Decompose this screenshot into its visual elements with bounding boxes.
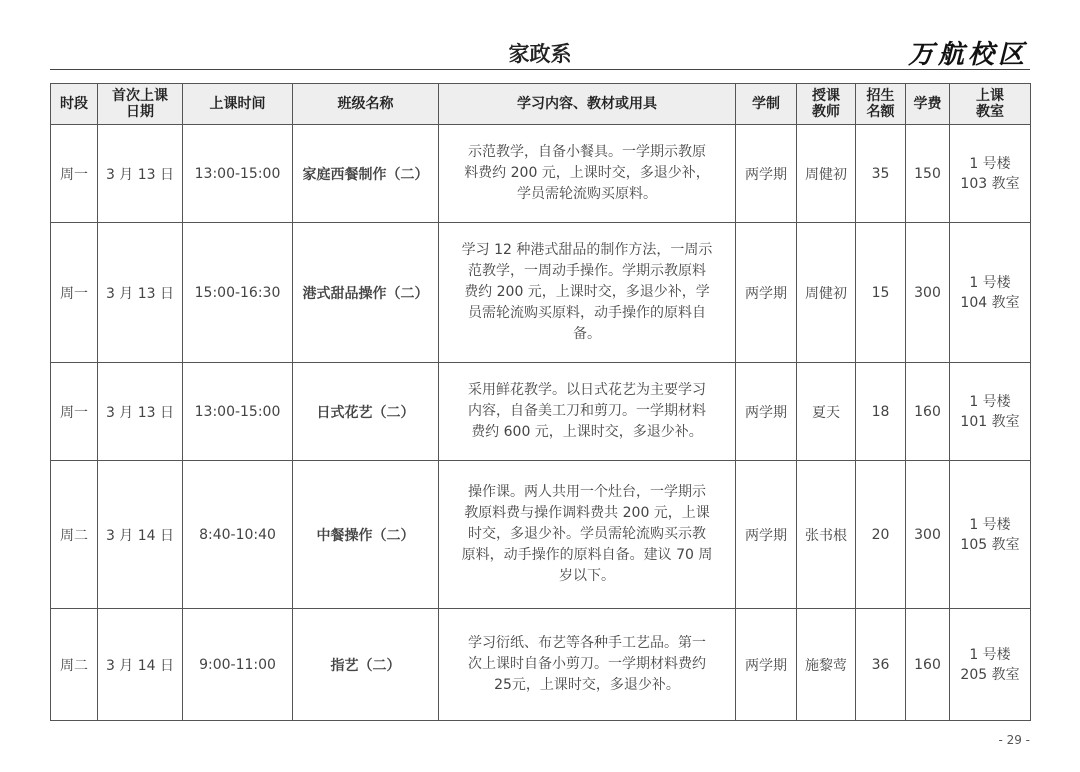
cell-quota: 35 xyxy=(856,125,906,223)
cell-time: 8:40-10:40 xyxy=(183,461,293,609)
cell-first-date: 3 月 14 日 xyxy=(98,609,183,721)
cell-content: 示范教学，自备小餐具。一学期示教原 料费约 200 元，上课时交，多退少补， 学员需轮流购买原料。 xyxy=(439,125,736,223)
column-header-class-name: 班级名称 xyxy=(293,84,439,125)
cell-fee: 150 xyxy=(906,125,950,223)
cell-day: 周一 xyxy=(51,125,98,223)
cell-teacher: 夏天 xyxy=(797,363,856,461)
cell-content: 学习 12 种港式甜品的制作方法，一周示 范教学，一周动手操作。学期示教原料 费约 200 元，上课时交，多退少补，学 员需轮流购买原料，动手操作的原料自 备。 xyxy=(439,223,736,363)
column-header-room: 上课 教室 xyxy=(950,84,1031,125)
cell-time: 15:00-16:30 xyxy=(183,223,293,363)
cell-quota: 15 xyxy=(856,223,906,363)
table-row xyxy=(51,223,1031,363)
cell-class-name: 家庭西餐制作（二） xyxy=(293,125,439,223)
cell-term: 两学期 xyxy=(736,223,797,363)
header-divider xyxy=(50,69,1030,70)
cell-teacher: 周健初 xyxy=(797,125,856,223)
cell-time: 13:00-15:00 xyxy=(183,125,293,223)
table-header-row xyxy=(51,84,1031,125)
cell-class-name: 指艺（二） xyxy=(293,609,439,721)
cell-teacher: 张书根 xyxy=(797,461,856,609)
campus-name: 万航校区 xyxy=(907,40,1028,70)
cell-fee: 160 xyxy=(906,609,950,721)
cell-day: 周一 xyxy=(51,223,98,363)
cell-day: 周一 xyxy=(51,363,98,461)
column-header-day: 时段 xyxy=(51,84,98,125)
cell-time: 9:00-11:00 xyxy=(183,609,293,721)
cell-content: 学习衍纸、布艺等各种手工艺品。第一 次上课时自备小剪刀。一学期材料费约 25元，上课时交，多退少补。 xyxy=(439,609,736,721)
cell-fee: 300 xyxy=(906,461,950,609)
cell-room: 1 号楼 104 教室 xyxy=(950,223,1031,363)
cell-term: 两学期 xyxy=(736,363,797,461)
table-row xyxy=(51,363,1031,461)
cell-time: 13:00-15:00 xyxy=(183,363,293,461)
cell-content: 操作课。两人共用一个灶台，一学期示 教原料费与操作调料费共 200 元，上课 时交，多退少补。学员需轮流购买示教 原料，动手操作的原料自备。建议 70 周 岁以下。 xyxy=(439,461,736,609)
page-header xyxy=(50,34,1030,70)
cell-first-date: 3 月 13 日 xyxy=(98,223,183,363)
cell-teacher: 施黎莺 xyxy=(797,609,856,721)
course-schedule-table xyxy=(50,83,1031,721)
cell-class-name: 日式花艺（二） xyxy=(293,363,439,461)
cell-quota: 18 xyxy=(856,363,906,461)
cell-room: 1 号楼 103 教室 xyxy=(950,125,1031,223)
column-header-content: 学习内容、教材或用具 xyxy=(439,84,736,125)
cell-term: 两学期 xyxy=(736,609,797,721)
cell-quota: 36 xyxy=(856,609,906,721)
cell-room: 1 号楼 205 教室 xyxy=(950,609,1031,721)
column-header-quota: 招生 名额 xyxy=(856,84,906,125)
column-header-teacher: 授课 教师 xyxy=(797,84,856,125)
cell-first-date: 3 月 13 日 xyxy=(98,363,183,461)
cell-class-name: 中餐操作（二） xyxy=(293,461,439,609)
cell-room: 1 号楼 105 教室 xyxy=(950,461,1031,609)
cell-content: 采用鲜花教学。以日式花艺为主要学习 内容，自备美工刀和剪刀。一学期材料 费约 600 元，上课时交，多退少补。 xyxy=(439,363,736,461)
cell-teacher: 周健初 xyxy=(797,223,856,363)
cell-day: 周二 xyxy=(51,461,98,609)
column-header-first-date: 首次上课 日期 xyxy=(98,84,183,125)
table-row xyxy=(51,125,1031,223)
table-row xyxy=(51,609,1031,721)
cell-first-date: 3 月 14 日 xyxy=(98,461,183,609)
cell-quota: 20 xyxy=(856,461,906,609)
cell-term: 两学期 xyxy=(736,125,797,223)
page-number: - 29 - xyxy=(998,733,1030,747)
column-header-fee: 学费 xyxy=(906,84,950,125)
column-header-term: 学制 xyxy=(736,84,797,125)
table-row xyxy=(51,461,1031,609)
cell-fee: 160 xyxy=(906,363,950,461)
cell-term: 两学期 xyxy=(736,461,797,609)
cell-day: 周二 xyxy=(51,609,98,721)
cell-room: 1 号楼 101 教室 xyxy=(950,363,1031,461)
cell-class-name: 港式甜品操作（二） xyxy=(293,223,439,363)
cell-fee: 300 xyxy=(906,223,950,363)
department-title: 家政系 xyxy=(508,42,572,66)
cell-first-date: 3 月 13 日 xyxy=(98,125,183,223)
column-header-time: 上课时间 xyxy=(183,84,293,125)
